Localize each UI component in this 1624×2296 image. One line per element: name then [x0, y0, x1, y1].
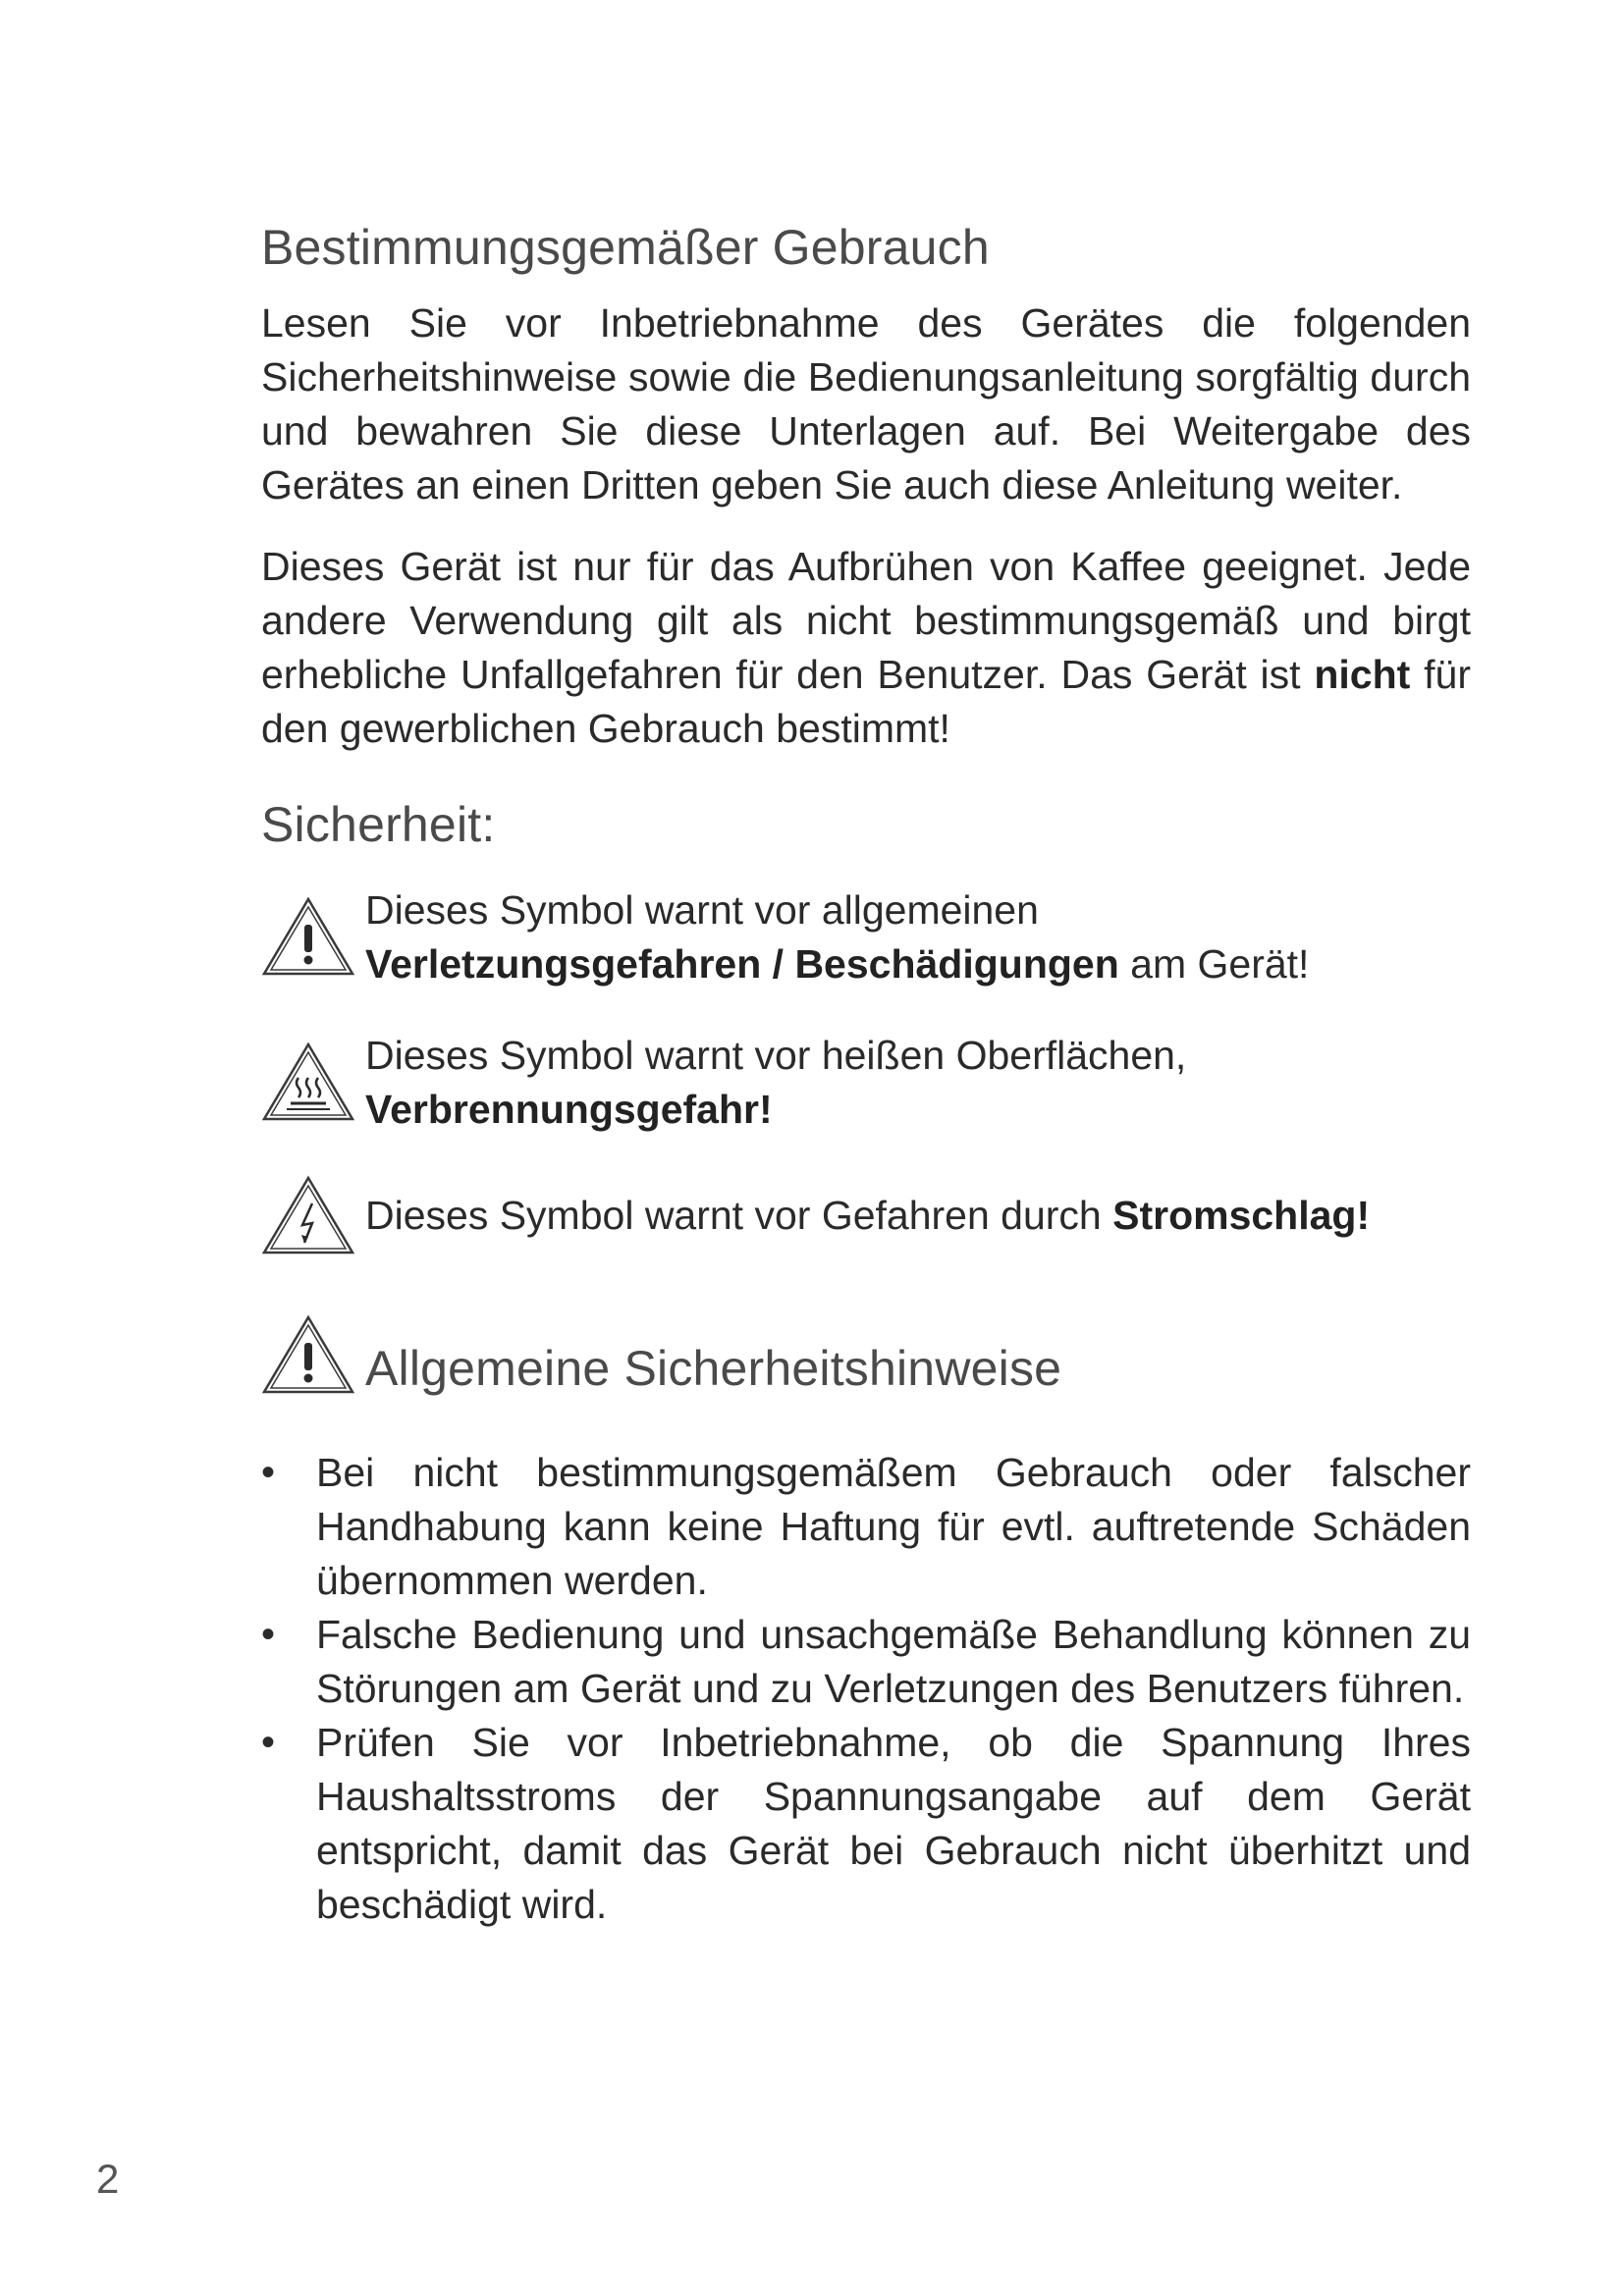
hot-surface-warning-icon — [261, 1041, 355, 1123]
exclamation-warning-icon — [261, 1313, 355, 1401]
warning-electric-shock-bold: Stromschlag! — [1112, 1192, 1371, 1238]
intended-use-paragraph-1: Lesen Sie vor Inbetriebnahme des Gerätes die folgenden Sicherheitshinweise sowie die Bedienungsanleitung sorgfältig durch und bewahren Sie diese Unterlagen auf. Bei Weitergabe des Gerätes an einen Dritten geben Sie auch diese Anleitung weiter. — [261, 300, 1471, 507]
document-page — [261, 218, 1471, 1932]
warning-general — [261, 883, 1471, 991]
paragraph-2-text-b: für den gewerblichen Gebrauch bestimmt! — [261, 652, 1471, 751]
warning-electric-shock — [261, 1174, 1471, 1256]
warning-general-text — [365, 883, 1309, 991]
general-safety-heading-row — [261, 1313, 1471, 1401]
list-item: • Bei nicht bestimmungsgemäßem Gebrauch oder falscher Handhabung kann keine Haftung für evtl. auftretende Schäden übernommen werden. — [261, 1446, 1471, 1608]
warning-hot-surface-bold: Verbrennungsgefahr! — [365, 1087, 773, 1132]
list-item: • Prüfen Sie vor Inbetriebnahme, ob die Spannung Ihres Haushaltsstroms der Spannungsangabe auf dem Gerät entspricht, damit das Gerät bei Gebrauch nicht überhitzt und beschädigt wird. — [261, 1716, 1471, 1932]
warning-electric-shock-line: Dieses Symbol warnt vor Gefahren durch — [365, 1192, 1113, 1238]
safety-heading: Sicherheit: — [261, 797, 496, 852]
paragraph-2-emphasis: nicht — [1314, 652, 1411, 697]
intended-use-heading: Bestimmungsgemäßer Gebrauch — [261, 220, 990, 275]
warning-hot-surface-text — [365, 1029, 1186, 1137]
general-safety-heading: Allgemeine Sicherheitshinweise — [365, 1340, 1062, 1396]
warning-general-rest: am Gerät! — [1118, 941, 1310, 987]
warning-general-line: Dieses Symbol warnt vor allgemeinen — [365, 887, 1039, 933]
electric-shock-warning-icon — [261, 1174, 355, 1256]
page-number: 2 — [96, 2156, 120, 2202]
warning-hot-surface-line: Dieses Symbol warnt vor heißen Oberflächen, — [365, 1033, 1187, 1078]
intended-use-paragraph-2 — [261, 540, 1471, 756]
general-safety-list — [261, 1446, 1471, 1932]
exclamation-warning-icon — [261, 895, 355, 978]
list-item: • Falsche Bedienung und unsachgemäße Behandlung können zu Störungen am Gerät und zu Verletzungen des Benutzers führen. — [261, 1608, 1471, 1716]
warning-electric-shock-text — [365, 1189, 1370, 1243]
warning-hot-surface — [261, 1029, 1471, 1137]
warning-general-bold: Verletzungsgefahren / Beschädigungen — [365, 941, 1119, 987]
paragraph-2-text-a: Dieses Gerät ist nur für das Aufbrühen von Kaffee geeignet. Jede andere Verwendung gilt als nicht bestimmungsgemäß und birgt erhebliche Unfallgefahren für den Benutzer. Das Gerät ist — [261, 544, 1471, 697]
